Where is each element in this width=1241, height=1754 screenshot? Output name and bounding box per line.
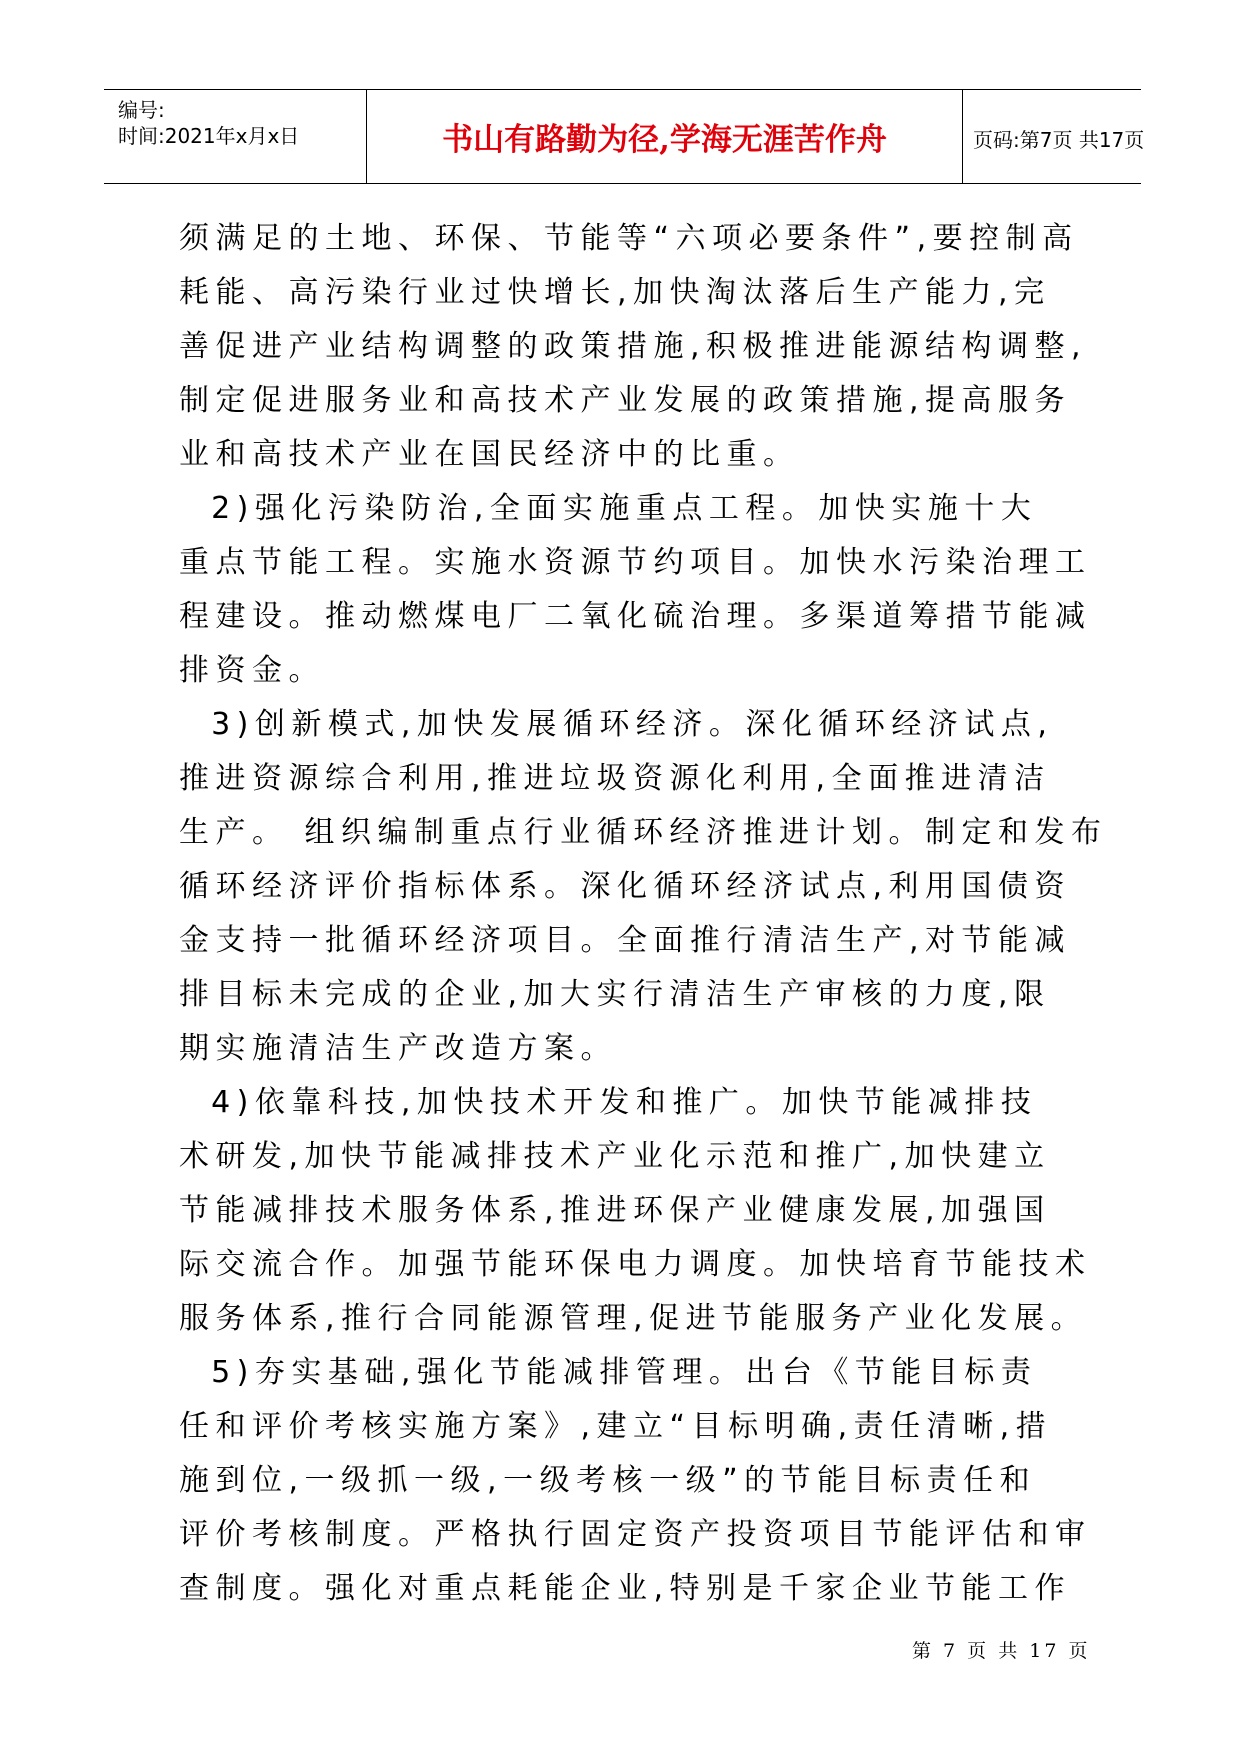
body-line: 善促进产业结构调整的政策措施,积极推进能源结构调整,: [179, 329, 1088, 364]
document-time-label: 时间:2021年x月x日: [118, 124, 300, 148]
body-line: 节能减排技术服务体系,推进环保产业健康发展,加强国: [179, 1193, 1051, 1228]
body-line: 4)依靠科技,加快技术开发和推广。加快节能减排技: [179, 1085, 1038, 1120]
body-line: 2)强化污染防治,全面实施重点工程。加快实施十大: [179, 491, 1038, 526]
body-line: 重点节能工程。实施水资源节约项目。加快水污染治理工: [179, 545, 1092, 580]
body-text: [179, 212, 1108, 1616]
body-line: 查制度。强化对重点耗能企业,特别是千家企业节能工作: [179, 1571, 1072, 1606]
body-line: 业和高技术产业在国民经济中的比重。: [179, 437, 800, 472]
header-left-cell: [104, 90, 367, 183]
body-line: 际交流合作。加强节能环保电力调度。加快培育节能技术: [179, 1247, 1092, 1282]
body-line: 循环经济评价指标体系。深化循环经济试点,利用国债资: [179, 869, 1072, 904]
body-line: 评价考核制度。严格执行固定资产投资项目节能评估和审: [179, 1517, 1092, 1552]
body-line: 5)夯实基础,强化节能减排管理。出台《节能目标责: [179, 1355, 1038, 1390]
body-line: 排目标未完成的企业,加大实行清洁生产审核的力度,限: [179, 977, 1051, 1012]
body-line: 术研发,加快节能减排技术产业化示范和推广,加快建立: [179, 1139, 1051, 1174]
page-footer: 第 7 页 共 17 页: [912, 1640, 1091, 1662]
page-header: [104, 89, 1145, 184]
body-line: 须满足的土地、环保、节能等“六项必要条件”,要控制高: [179, 221, 1079, 256]
header-page-code: 页码:第7页 共17页: [973, 128, 1145, 152]
header-motto: 书山有路勤为径,学海无涯苦作舟: [442, 122, 887, 158]
body-line: 施到位,一级抓一级,一级考核一级”的节能目标责任和: [179, 1463, 1037, 1498]
body-line: 期实施清洁生产改造方案。: [179, 1031, 617, 1066]
body-line: 服务体系,推行合同能源管理,促进节能服务产业化发展。: [179, 1301, 1088, 1336]
body-line: 排资金。: [179, 653, 325, 688]
body-line: 金支持一批循环经济项目。全面推行清洁生产,对节能减: [179, 923, 1072, 958]
body-line: 生产。 组织编制重点行业循环经济推进计划。制定和发布: [179, 815, 1108, 850]
body-line: 任和评价考核实施方案》,建立“目标明确,责任清晰,措: [179, 1409, 1053, 1444]
body-line: 耗能、高污染行业过快增长,加快淘汰落后生产能力,完: [179, 275, 1051, 310]
body-line: 3)创新模式,加快发展循环经济。深化循环经济试点,: [179, 707, 1054, 742]
body-line: 程建设。推动燃煤电厂二氧化硫治理。多渠道筹措节能减: [179, 599, 1092, 634]
header-middle-cell: [367, 90, 963, 183]
header-right-cell: [963, 90, 1145, 183]
body-line: 制定促进服务业和高技术产业发展的政策措施,提高服务: [179, 383, 1072, 418]
document-number-label: 编号:: [118, 98, 165, 122]
body-line: 推进资源综合利用,推进垃圾资源化利用,全面推进清洁: [179, 761, 1051, 796]
